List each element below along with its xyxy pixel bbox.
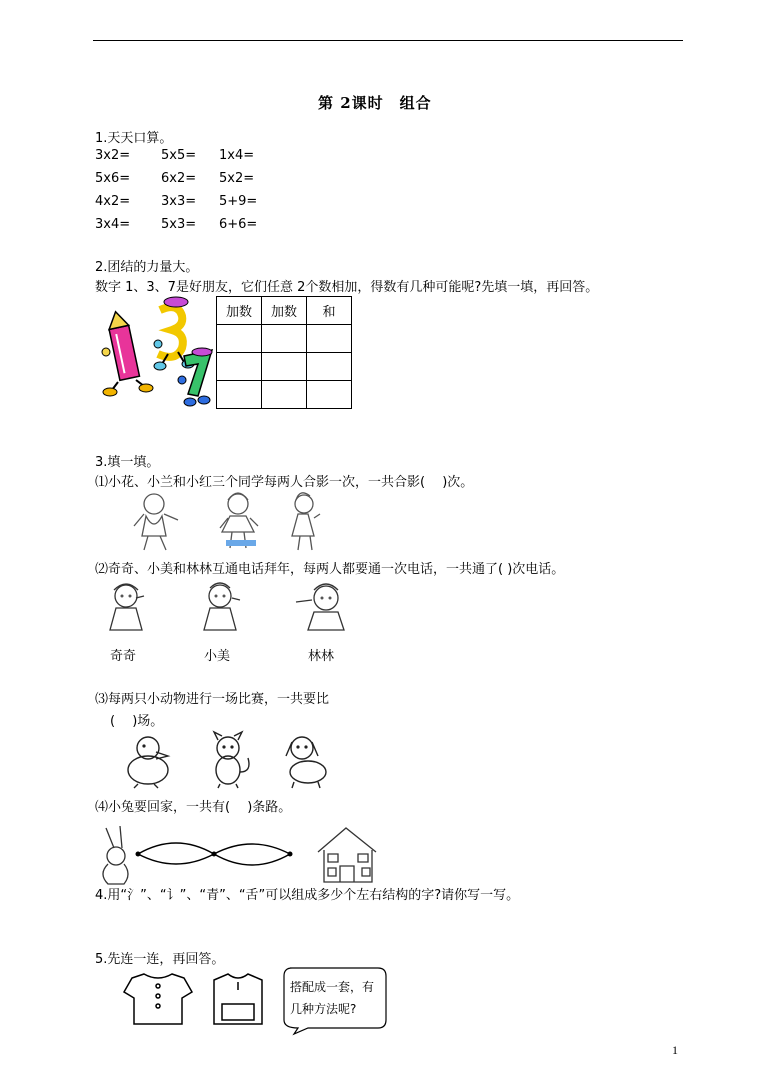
arithmetic-item: 5x2= — [219, 171, 255, 186]
arithmetic-item: 3x2= — [95, 148, 131, 163]
q3-part3-text: ⑶每两只小动物进行一场比赛，一共要比 — [95, 692, 330, 707]
speech-bubble-line-1: 搭配成一套，有 — [290, 980, 375, 994]
arithmetic-item: 6x2= — [161, 171, 197, 186]
page-title: 第 2课时 组合 — [318, 94, 432, 112]
arithmetic-item: 3x4= — [95, 217, 131, 232]
table-header-addend-2: 加数 — [262, 297, 307, 325]
table-cell[interactable] — [262, 353, 307, 381]
q2-heading: 2.团结的力量大。 — [95, 260, 199, 275]
arithmetic-item: 5+9= — [219, 194, 258, 209]
q3-part4-text: ⑷小兔要回家，一共有( )条路。 — [95, 800, 292, 815]
three-children-phone-image — [100, 580, 360, 636]
q3-heading: 3.填一填。 — [95, 455, 160, 470]
table-cell[interactable] — [307, 381, 352, 409]
table-cell[interactable] — [307, 325, 352, 353]
table-cell[interactable] — [217, 353, 262, 381]
arithmetic-item: 1x4= — [219, 148, 255, 163]
speech-bubble-line-2: 几种方法呢? — [290, 1002, 357, 1016]
arithmetic-item: 4x2= — [95, 194, 131, 209]
q3-part1-text: ⑴小花、小兰和小红三个同学每两人合影一次，一共合影( )次。 — [95, 475, 474, 490]
q3-part2-text: ⑵奇奇、小美和林林互通电话拜年，每两人都要通一次电话，一共通了( )次电话。 — [95, 562, 565, 577]
q1-heading: 1.天天口算。 — [95, 131, 173, 146]
q2-text: 数字 1、3、7是好朋友，它们任意 2个数相加，得数有几种可能呢?先填一填，再回答。 — [95, 280, 599, 295]
table-cell[interactable] — [217, 325, 262, 353]
table-cell[interactable] — [217, 381, 262, 409]
arithmetic-item: 5x6= — [95, 171, 131, 186]
page-number: 1 — [672, 1043, 678, 1057]
q3-part3-blank: ( )场。 — [110, 714, 164, 729]
arithmetic-item: 5x5= — [161, 148, 197, 163]
child-name-xiaomei: 小美 — [204, 649, 231, 664]
q4-text: 4.用“氵”、“讠”、“青”、“舌”可以组成多少个左右结构的字?请你写一写。 — [95, 888, 520, 903]
rabbit-paths-house-image — [96, 824, 386, 886]
arithmetic-item: 3x3= — [161, 194, 197, 209]
three-animals-image — [118, 732, 338, 788]
table-cell[interactable] — [262, 325, 307, 353]
addition-table — [216, 296, 352, 409]
table-cell[interactable] — [307, 353, 352, 381]
table-header-addend-1: 加数 — [217, 297, 262, 325]
table-header-sum: 和 — [307, 297, 352, 325]
child-name-qiqi: 奇奇 — [110, 649, 137, 664]
arithmetic-item: 6+6= — [219, 217, 258, 232]
q5-heading: 5.先连一连，再回答。 — [95, 952, 225, 967]
header-rule — [93, 40, 683, 41]
three-girls-image — [128, 490, 348, 552]
clothes-image — [118, 972, 268, 1030]
number-characters-image — [98, 296, 216, 408]
arithmetic-item: 5x3= — [161, 217, 197, 232]
speech-bubble-shape — [280, 966, 386, 1030]
child-name-linlin: 林林 — [308, 649, 335, 664]
table-cell[interactable] — [262, 381, 307, 409]
